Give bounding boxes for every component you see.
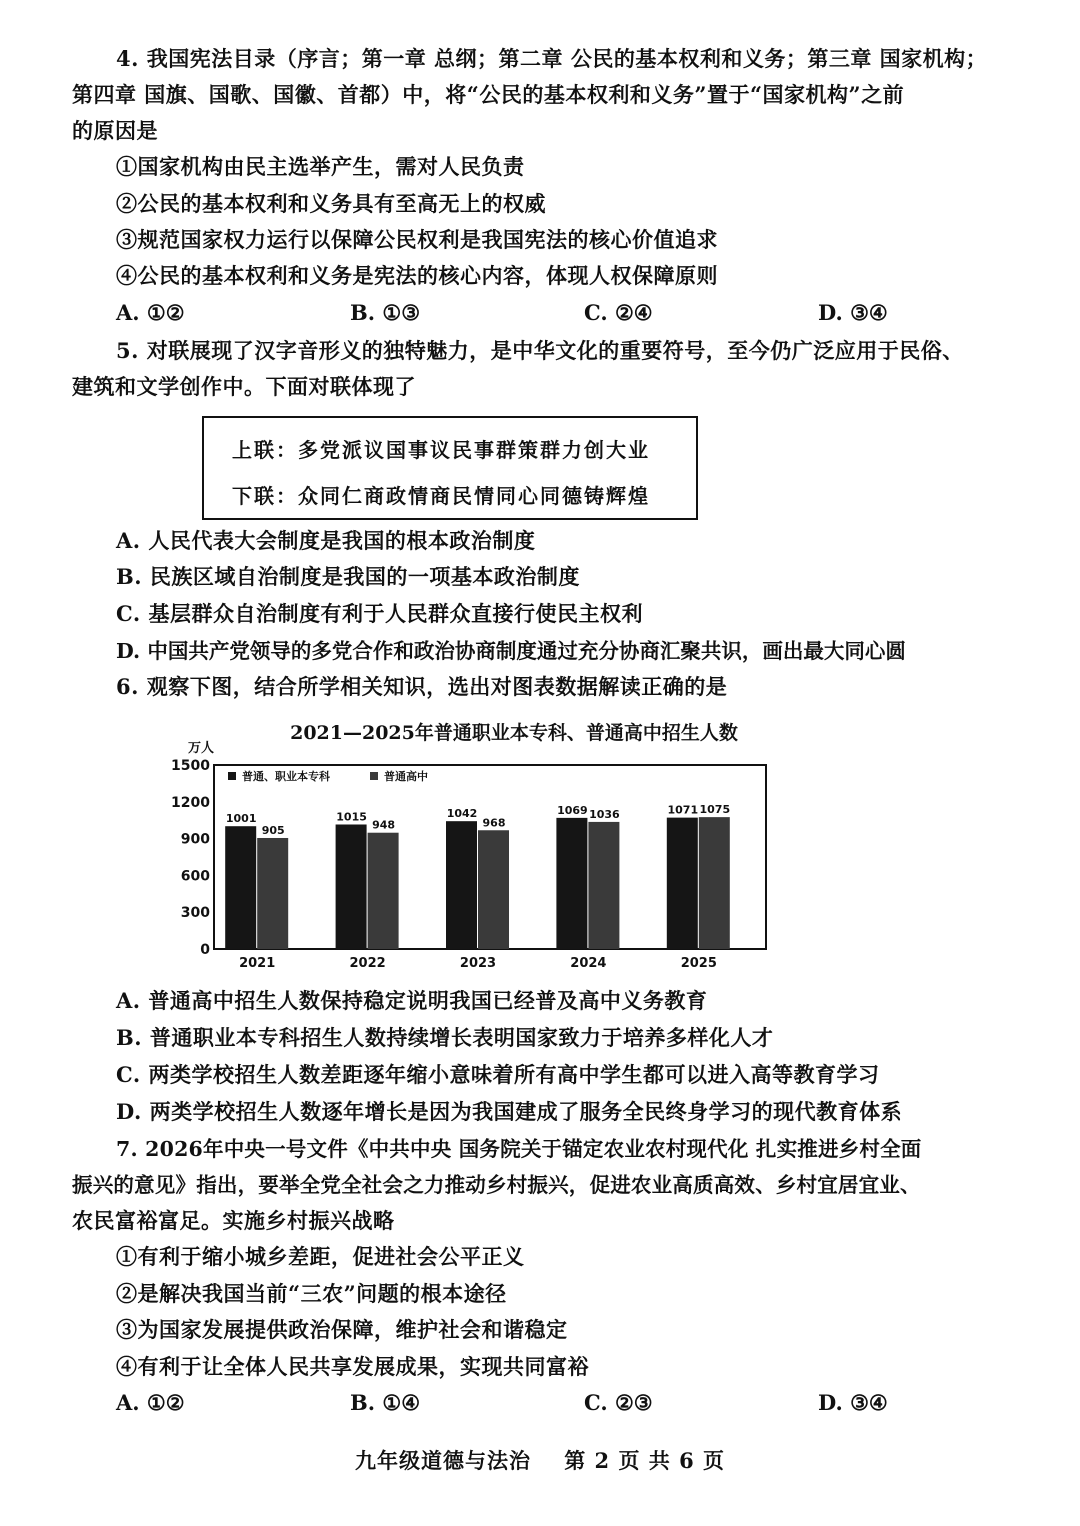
bar-value-label: 1075 <box>699 803 731 817</box>
y-tick-label: 600 <box>180 868 210 885</box>
q6-option-c: C. 两类学校招生人数差距逐年缩小意味着所有高中学生都可以进入高等教育学习 <box>116 1062 880 1087</box>
bar-vocational-2025 <box>667 818 698 949</box>
legend-label: 普通高中 <box>384 770 428 783</box>
couplet-box <box>202 416 698 520</box>
bar-vocational-2023 <box>446 821 477 949</box>
bar-value-label: 1042 <box>446 807 478 821</box>
enrollment-bar-chart <box>160 740 800 972</box>
couplet-upper: 上联：多党派议国事议民事群策群力创大业 <box>232 438 650 462</box>
y-tick-label: 900 <box>180 831 210 848</box>
bar-value-label: 1015 <box>336 810 367 824</box>
chart-title: 2021—2025年普通职业本专科、普通高中招生人数 <box>290 722 738 744</box>
couplet-lower: 下联：众同仁商政情商民情同心同德铸辉煌 <box>232 484 650 508</box>
q7-stem-line-3: 农民富裕富足。实施乡村振兴战略 <box>72 1208 395 1233</box>
y-tick-label: 1500 <box>171 758 210 774</box>
q4-item-3: ③规范国家权力运行以保障公民权利是我国宪法的核心价值追求 <box>116 227 718 252</box>
x-tick-label: 2021 <box>239 956 276 971</box>
q4-item-1: ①国家机构由民主选举产生，需对人民负责 <box>116 154 525 179</box>
q7-item-4: ④有利于让全体人民共享发展成果，实现共同富裕 <box>116 1354 589 1379</box>
bar-highschool-2025 <box>699 817 730 949</box>
q6-option-a: A. 普通高中招生人数保持稳定说明我国已经普及高中义务教育 <box>116 988 708 1013</box>
q7-option-b: B. ①④ <box>350 1390 421 1415</box>
q5-option-b: B. 民族区域自治制度是我国的一项基本政治制度 <box>116 564 580 589</box>
legend-swatch <box>228 772 236 780</box>
y-tick-label: 1200 <box>171 794 210 811</box>
bar-vocational-2021 <box>225 826 256 949</box>
q7-option-a: A. ①② <box>116 1390 185 1415</box>
q4-item-2: ②公民的基本权利和义务具有至高无上的权威 <box>116 191 546 216</box>
q4-stem-line-1: 4. 我国宪法目录（序言；第一章 总纲；第二章 公民的基本权利和义务；第三章 国家机构； <box>116 46 988 71</box>
legend-label: 普通、职业本专科 <box>242 770 330 783</box>
page-footer: 九年级道德与法治 第 2 页 共 6 页 <box>354 1448 726 1473</box>
q7-stem-line-2: 振兴的意见》指出，要举全党全社会之力推动乡村振兴，促进农业高质高效、乡村宜居宜业、 <box>72 1173 921 1197</box>
x-tick-label: 2025 <box>680 956 717 971</box>
y-tick-label: 300 <box>180 905 210 922</box>
q5-stem-line-2: 建筑和文学创作中。下面对联体现了 <box>72 374 416 399</box>
q5-stem-line-1: 5. 对联展现了汉字音形义的独特魅力，是中华文化的重要符号，至今仍广泛应用于民俗、 <box>116 338 964 363</box>
bar-value-label: 1036 <box>589 807 620 821</box>
q7-option-c: C. ②③ <box>584 1390 653 1415</box>
x-tick-label: 2023 <box>459 956 497 971</box>
q4-option-a: A. ①② <box>116 300 185 325</box>
bar-value-label: 968 <box>482 816 506 830</box>
bar-value-label: 1001 <box>225 812 257 826</box>
q7-item-1: ①有利于缩小城乡差距，促进社会公平正义 <box>116 1244 525 1269</box>
q6-stem: 6. 观察下图，结合所学相关知识，选出对图表数据解读正确的是 <box>116 674 728 699</box>
bar-vocational-2022 <box>336 824 367 949</box>
bar-value-label: 1071 <box>667 803 699 817</box>
q7-item-2: ②是解决我国当前“三农”问题的根本途径 <box>116 1281 507 1306</box>
y-tick-label: 0 <box>200 942 210 958</box>
x-tick-label: 2024 <box>570 956 607 971</box>
x-tick-label: 2022 <box>349 956 386 971</box>
q7-stem-line-1: 7. 2026年中央一号文件《中共中央 国务院关于锚定农业农村现代化 扎实推进乡村全面 <box>116 1137 922 1161</box>
bar-vocational-2024 <box>556 818 587 949</box>
q5-option-a: A. 人民代表大会制度是我国的根本政治制度 <box>116 528 536 553</box>
q7-item-3: ③为国家发展提供政治保障，维护社会和谐稳定 <box>116 1317 568 1342</box>
legend-swatch <box>370 772 378 780</box>
bar-value-label: 1069 <box>557 803 588 817</box>
q4-item-4: ④公民的基本权利和义务是宪法的核心内容，体现人权保障原则 <box>116 263 718 288</box>
q4-stem-line-2: 第四章 国旗、国歌、国徽、首都）中，将“公民的基本权利和义务”置于“国家机构”之前 <box>72 82 905 107</box>
q4-option-b: B. ①③ <box>350 300 421 325</box>
q6-option-d: D. 两类学校招生人数逐年增长是因为我国建成了服务全民终身学习的现代教育体系 <box>116 1099 903 1124</box>
q4-option-d: D. ③④ <box>818 300 888 325</box>
q5-option-d: D. 中国共产党领导的多党合作和政治协商制度通过充分协商汇聚共识，画出最大同心圆 <box>116 639 906 663</box>
q4-stem-line-3: 的原因是 <box>72 118 158 143</box>
bar-value-label: 905 <box>261 823 285 837</box>
bar-highschool-2022 <box>368 833 399 949</box>
bar-value-label: 948 <box>372 818 396 832</box>
bar-highschool-2021 <box>257 838 288 949</box>
q6-option-b: B. 普通职业本专科招生人数持续增长表明国家致力于培养多样化人才 <box>116 1025 774 1050</box>
chart-y-axis-label: 万人 <box>188 741 215 756</box>
q7-option-d: D. ③④ <box>818 1390 888 1415</box>
q4-option-c: C. ②④ <box>584 300 653 325</box>
bar-highschool-2023 <box>478 830 509 949</box>
q5-option-c: C. 基层群众自治制度有利于人民群众直接行使民主权利 <box>116 601 643 626</box>
bar-highschool-2024 <box>588 822 619 949</box>
